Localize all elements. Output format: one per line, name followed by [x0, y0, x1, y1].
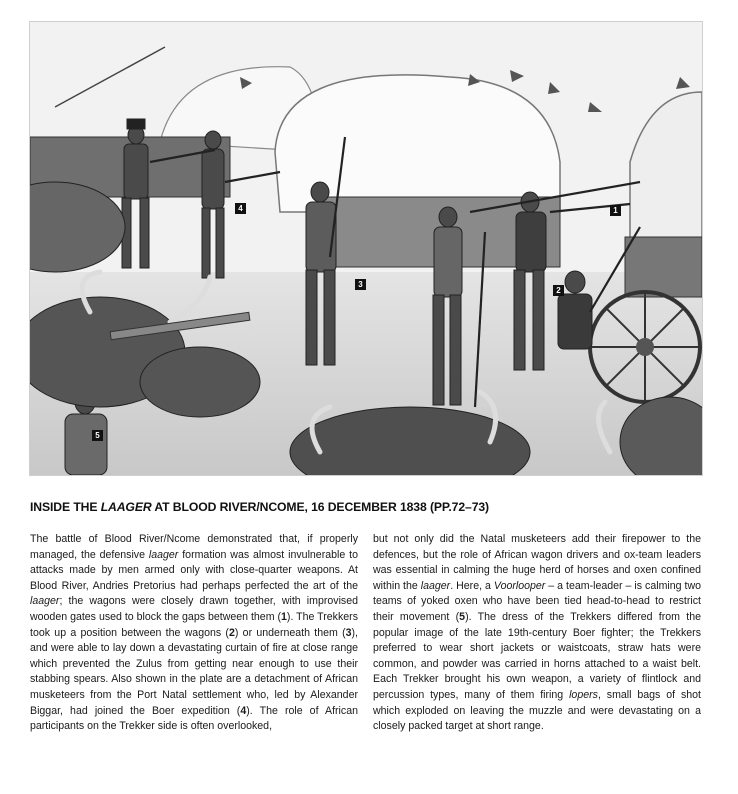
- body-paragraph-right: [373, 532, 701, 735]
- body-left-run: laager: [148, 548, 179, 561]
- body-left-run: laager: [30, 595, 60, 608]
- plate-marker-4: 4: [235, 203, 246, 214]
- body-right-run: – a team-leader – is calming two teams of yoked oxen who have been tied head-to-head to restrict their movement (: [373, 579, 701, 623]
- body-left-run: ). The Trekkers took up a position between the wagons (: [30, 610, 358, 639]
- caption-title-post: AT BLOOD RIVER/NCOME, 16 DECEMBER 1838 (PP.72–73): [151, 500, 490, 514]
- body-left-run: 4: [240, 704, 247, 717]
- body-right-run: ). The dress of the Trekkers differed from the popular image of the late 19th-century Boer fighter; the Trekkers preferred to wear short jackets or waistcoats, straw hats were common, and powder was carried in horns attached to a waist belt. Each Trekker brought his own weapon, a variety of flintlock and percussion types, many of them firing: [373, 610, 701, 701]
- body-paragraph-left: [30, 532, 358, 735]
- body-right-run: Voorlooper: [493, 579, 546, 592]
- caption-title-pre: INSIDE THE: [30, 500, 101, 514]
- body-left-run: formation was almost invulnerable to attacks made by men armed only with close-quarter weapons. At Blood River, Andries Pretorius had perhaps perfected the art of the: [30, 548, 358, 592]
- caption-title-italic: LAAGER: [100, 500, 152, 514]
- body-column-right: [373, 532, 701, 735]
- body-left-run: ). The role of African participants on the Trekker side is often overlooked,: [30, 704, 358, 733]
- body-left-run: ; the wagons were closely drawn together, with improvised wooden gates used to block the gaps between them (: [30, 595, 358, 623]
- body-column-left: [30, 532, 358, 735]
- illustration-drawing: [30, 22, 702, 475]
- body-right-run: laager: [420, 579, 451, 592]
- plate-marker-5: 5: [92, 430, 103, 441]
- body-right-run: 5: [459, 610, 466, 623]
- body-left-run: The battle of Blood River/Ncome demonstrated that, if properly managed, the defensive: [30, 533, 358, 561]
- body-left-run: 3: [345, 626, 352, 639]
- body-left-run: 1: [281, 610, 287, 623]
- plate-marker-2: 2: [553, 285, 564, 296]
- body-left-run: ), and were able to lay down a devastating curtain of fire at close range which prevented the Zulus from getting near enough to use their stabbing spears. Also shown in the plate are a detachment of African musketeers from the Port Natal settlement who, led by Alexander Biggar, had joined the Boer expedition (: [30, 626, 358, 717]
- body-right-run: lopers: [569, 688, 598, 701]
- plate-caption-title: [30, 500, 710, 514]
- body-left-run: 2: [228, 626, 235, 639]
- body-right-run: but not only did the Natal musketeers add their firepower to the defences, but the role of African wagon drivers and ox-team leaders was essential in calming the huge herd of horses and oxen confined within the: [373, 533, 701, 592]
- body-left-run: ) or underneath them (: [234, 626, 346, 639]
- body-right-run: , small bags of shot which exploded on leaving the muzzle and were devastating on a closely packed target at short range.: [373, 688, 701, 733]
- plate-marker-3: 3: [355, 279, 366, 290]
- body-right-run: . Here, a: [450, 579, 494, 592]
- plate-marker-1: 1: [610, 205, 621, 216]
- battle-illustration: [30, 22, 702, 475]
